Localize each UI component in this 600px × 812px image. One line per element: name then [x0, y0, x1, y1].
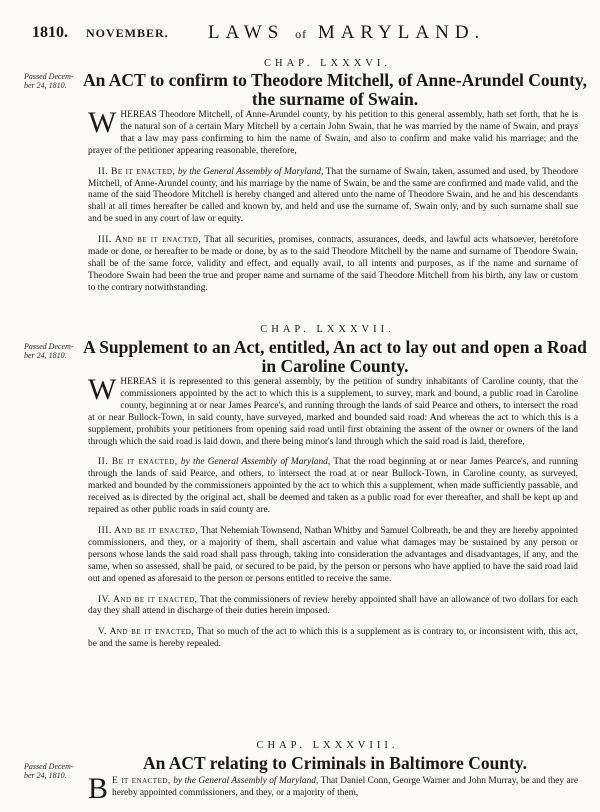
act-body [88, 373, 578, 651]
drop-cap: W [88, 373, 117, 406]
chapter-heading: CHAP. LXXXVII. [260, 324, 395, 335]
preamble-text: HEREAS it is represented to this general assembly, by the petition of sundry inhabitants of Caroline county, that the commissioners appointed by the act to which this is a supplement, to survey, mark and bound, a public road in Caroline county, beginning at or near James Pearce's, and running through the lands of said Pearce and others, to intersect the road at or near Bullock-Town, in said county, have surveyed, marked and bounded said road: And whereas the act to which this is a supplement, prohibits your petitioners from opening said road until first obtaining the assent of the owner or owners of the land through which the said road is laid down, and there being minor's land through which the said road is laid, therefore, [88, 377, 578, 447]
preamble-text: HEREAS Theodore Mitchell, of Anne-Arundel county, by his petition to this general assembly, hath set forth, that he is the natural son of a certain Mary Mitchell by a certain John Swain, that he was married by the name of Swain, and prays that a law may pass confirming to him the name of Swain, and also to confirm and make valid his marriage; and the prayer of the petitioner appearing reasonable, therefore, [88, 110, 578, 156]
section-text: That the road beginning at or near James Pearce's, and running through the lands of said Pearce, and others, to intersect the road at or near Bullock-Town, in Caroline county, as surveyed, marked and bounded by the commissioners appointed by the act to which this a supplement, when made sufficiently passable, and received as is directed by the original act, shall be deemed and taken as a public road for ever thereafter, and shall be kept up and repaired as other public roads in said county are. [88, 457, 578, 516]
section [88, 595, 578, 619]
section [88, 526, 578, 586]
act-body [88, 106, 579, 295]
margin-note-passed: Passed Decem-ber 24, 1810. [24, 762, 74, 780]
section-lead: III. And be it enacted, [98, 525, 199, 536]
section [88, 235, 578, 295]
header-year: 1810. [32, 24, 68, 41]
section-enacting-clause: by the General Assembly of Maryland, [180, 457, 331, 468]
section-enacting-clause: by the General Assembly of Maryland, [173, 776, 319, 786]
header-title-laws: LAWS [208, 22, 285, 43]
act-title: An ACT to confirm to Theodore Mitchell, of Anne-Arundel County, the surname of Swain. [82, 70, 588, 109]
act-body [88, 772, 578, 805]
header-title [208, 22, 485, 44]
opening-section [88, 772, 578, 805]
header-month: NOVEMBER. [86, 26, 169, 40]
section-enacting-clause: by the General Assembly of Maryland, [177, 166, 324, 177]
margin-note-passed: Passed Decem-ber 24, 1810. [24, 72, 74, 90]
section-lead: E it enacted, [112, 776, 171, 786]
section-text: That so much of the act to which this is a supplement as is contrary to, or inconsistent with, this act, be and the same is hereby repealed. [88, 627, 578, 650]
section [88, 457, 578, 517]
preamble [88, 373, 578, 448]
section-text: That the surname of Swain, taken, assumed and used, by Theodore Mitchell, of Anne-Arundel county, and his marriage by the name of Swain, be and the same are confirmed and made valid, and the name of the said Theodore Mitchell is hereby changed and altered unto the name of Theodore Swain, and he and his descendants shall at all times hereafter be called and known by, and held and use the surname of, Swain only, and by such surname shall sue and be sued in any court of law or equity. [88, 166, 578, 225]
act-title: An ACT relating to Criminals in Baltimore County. [142, 753, 528, 773]
chapter-heading: CHAP. LXXXVI. [264, 58, 391, 69]
section [88, 167, 578, 227]
section-text: That Daniel Conn, George Warner and John Murray, be and they are hereby appointed commissioners, and they, or a majority of them, [112, 776, 578, 798]
drop-cap: W [88, 106, 117, 139]
margin-note-passed: Passed Decem-ber 24, 1810. [24, 342, 74, 360]
section-lead: V. And be it enacted, [98, 627, 195, 638]
section-text: That the commissioners of review hereby appointed shall have an allowance of two dollars for each day they shall attend in discharge of their duties herein imposed. [88, 594, 578, 617]
section-lead: II. Be it enacted, [98, 166, 176, 177]
header-title-state: MARYLAND. [317, 22, 486, 43]
section-lead: II. Be it enacted, [98, 457, 178, 468]
section-text: That Nehemiah Townsend, Nathan Whitby and Samuel Colbreath, be and they are hereby appointed commissioners, and they, or a majority of them, shall ascertain and value what damages may be sustained by any person or persons whose lands the said road shall pass through, taking into consideration the advantages and disadvantages, if any, and the same, when so assessed, shall be paid, or secured to be paid, by the person or persons who have applied to have the said road laid out and opened as aforesaid to the person or persons entitled to receive the same. [88, 525, 578, 584]
section [88, 627, 578, 651]
preamble [88, 106, 578, 158]
header-title-of: of [295, 27, 308, 41]
act-title: A Supplement to an Act, entitled, An act to lay out and open a Road in Caroline County. [83, 337, 587, 376]
section-lead: III. And be it enacted, [98, 235, 202, 246]
running-header [32, 22, 572, 48]
section-text: That all securities, promises, contracts, assurances, deeds, and lawful acts whatsoever, heretofore made or done, or hereafter to be made or done, by as to the said Theodore Mitchell by the name and surname of Theodore Swain, shall be of the same force, validity and effect, and equally avail, to all intents and purposes, as if the name and surname of Theodore Swain had been the true and proper name and surname of the said Theodore Mitchell from his birth, any law or custom to the contrary notwithstanding. [88, 235, 579, 293]
chapter-heading: CHAP. LXXXVIII. [256, 740, 399, 751]
drop-cap: B [88, 772, 109, 805]
section-lead: IV. And be it enacted, [98, 594, 198, 605]
